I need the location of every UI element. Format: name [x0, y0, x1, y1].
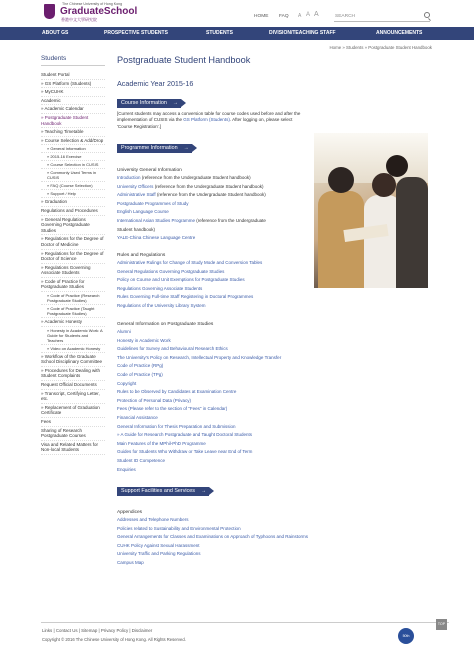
general-info-heading: University General Information: [117, 168, 182, 173]
pg-info-link[interactable]: Guidelines for Survey and Behavioural Research Ethics: [117, 346, 228, 352]
appendices-section: [117, 510, 362, 568]
footer-link-links[interactable]: Links: [42, 628, 53, 633]
pg-info-link[interactable]: » A Guide for Research Postgraduate and Taught Doctoral Students: [117, 432, 253, 438]
breadcrumb[interactable]: Home » Students » Postgraduate Student Handbook: [329, 45, 432, 50]
rules-link[interactable]: Administrative Rulings for Change of Study Mode and Conversion Tables: [117, 260, 263, 265]
main-navigation: [0, 27, 474, 40]
rules-section: [117, 253, 307, 311]
appendices-heading: Appendices: [117, 510, 143, 515]
back-to-top-button[interactable]: TOP: [436, 619, 447, 630]
copyright: Copyright © 2016 The Chinese University of Hong Kong. All Rights Reserved.: [42, 637, 186, 642]
university-name: The Chinese University of Hong Kong: [62, 2, 123, 6]
pg-info-link[interactable]: Honesty in Academic Work: [117, 337, 171, 343]
anniversary-badge[interactable]: 50th: [398, 628, 414, 644]
general-info-section: [117, 168, 307, 243]
appendix-link[interactable]: General Arrangements for Classes and Examinations on Approach of Typhoons and Rainstorms: [117, 534, 309, 540]
programme-information-label: Programme Information: [121, 145, 178, 151]
sidebar-item[interactable]: » Procedures for Dealing with Student Complaints: [41, 367, 105, 381]
general-info-link[interactable]: [117, 191, 307, 200]
general-info-link-note: (reference from the Undergraduate Student handbook): [153, 183, 264, 189]
general-info-link[interactable]: [117, 234, 307, 243]
sidebar-item[interactable]: » Academic Calendar: [41, 105, 105, 114]
general-info-link-text[interactable]: YALE-China Chinese Language Centre: [117, 235, 196, 241]
general-info-link-note: (reference from the Undergraduate Student handbook): [140, 175, 251, 180]
sidebar-item[interactable]: » Code of Practice (Taught Postgraduate Studies): [41, 305, 105, 318]
sidebar-item[interactable]: » Graduation: [41, 198, 105, 207]
sidebar-item[interactable]: » General Regulations Governing Postgraduate Studies: [41, 216, 105, 236]
pg-info-link[interactable]: Code of Practice (RPg): [117, 363, 164, 369]
pg-info-link[interactable]: Code of Practice (TPg): [117, 371, 163, 377]
general-info-link-text[interactable]: Postgraduate Programmes of Study: [117, 200, 189, 206]
font-size-medium[interactable]: A: [306, 12, 311, 18]
sidebar-item[interactable]: » MyCUHK: [41, 88, 105, 97]
pg-info-heading: General Information on Postgraduate Studies: [117, 322, 214, 327]
rules-link[interactable]: Policy on Course and Unit Exemptions for Postgraduate Studies: [117, 277, 245, 283]
sidebar-item[interactable]: » Regulations for the Degree of Doctor of Medicine: [41, 235, 105, 249]
pg-info-link[interactable]: The University's Policy on Research, Intellectual Property and Knowledge Transfer: [117, 354, 282, 360]
general-info-link-note: Student handbook): [117, 226, 156, 232]
page-title: Postgraduate Student Handbook: [117, 55, 251, 65]
search-input[interactable]: SEARCH: [335, 14, 355, 19]
sidebar-item[interactable]: » 2015-16 Exercise: [41, 153, 105, 161]
footer-link-privacy[interactable]: Privacy Policy: [100, 628, 129, 633]
sidebar-item[interactable]: » General Information: [41, 145, 105, 153]
footer-link-disclaimer[interactable]: Disclaimer: [131, 628, 153, 633]
footer-link-contact[interactable]: Contact Us: [55, 628, 78, 633]
arrow-right-icon: →: [172, 100, 178, 106]
appendix-link[interactable]: Policies related to Sustainability and Environmental Protection: [117, 525, 241, 531]
sidebar-item[interactable]: Student Portal: [41, 71, 105, 80]
nav-students[interactable]: STUDENTS: [206, 30, 233, 36]
appendix-link[interactable]: Campus Map: [117, 559, 144, 565]
course-note-text: [Current students may access a conversion table for course codes used before and after the implementation of CUSIS via the: [117, 111, 301, 123]
general-info-link[interactable]: [117, 208, 307, 217]
pg-info-link[interactable]: General Information for Thesis Preparation and Submission: [117, 423, 236, 429]
pg-info-link[interactable]: Copyright: [117, 380, 137, 386]
arrow-right-icon: →: [201, 488, 207, 494]
appendix-link[interactable]: University Traffic and Parking Regulations: [117, 551, 201, 557]
sidebar: [41, 55, 105, 455]
rules-link[interactable]: Regulations of the University Library System: [117, 302, 206, 308]
cuhk-logo-icon[interactable]: [44, 4, 55, 19]
course-information-button[interactable]: [117, 99, 181, 108]
sidebar-item[interactable]: » FAQ (Course Selection): [41, 182, 105, 190]
appendix-link[interactable]: Addresses and Telephone Numbers: [117, 517, 189, 522]
students-photo: [314, 133, 428, 288]
support-facilities-label: Support Facilities and Services: [121, 488, 196, 494]
faq-link[interactable]: FAQ: [279, 14, 289, 19]
general-info-link-text[interactable]: University Officers: [117, 183, 154, 189]
general-info-link-text[interactable]: International Asian Studies Programme: [117, 217, 196, 223]
sidebar-item[interactable]: Request Official Documents: [41, 381, 105, 390]
arrow-right-icon: →: [183, 145, 189, 151]
footer-divider: [41, 622, 449, 623]
sidebar-item[interactable]: » Video on Academic Honesty: [41, 345, 105, 353]
footer-link-sitemap[interactable]: Sitemap: [81, 628, 98, 633]
pg-info-link[interactable]: Financial Assistance: [117, 414, 158, 420]
appendix-link[interactable]: CUHK Policy Against Sexual Harassment: [117, 542, 200, 548]
home-link[interactable]: HOME: [254, 14, 269, 19]
sidebar-item[interactable]: » Academic Honesty: [41, 318, 105, 327]
pg-info-section: [117, 322, 317, 474]
nav-announcements[interactable]: ANNOUNCEMENTS: [376, 30, 423, 36]
general-info-link[interactable]: [117, 226, 307, 235]
sidebar-item[interactable]: Sharing of Research Postgraduate Courses: [41, 427, 105, 441]
sidebar-item[interactable]: » Workflow of the Graduate School Disciplinary Committee: [41, 353, 105, 367]
general-info-link[interactable]: [117, 174, 307, 183]
sidebar-item[interactable]: » Commonly Used Terms in CUSIS: [41, 169, 105, 182]
general-info-link[interactable]: [117, 200, 307, 209]
search-underline: [334, 21, 430, 22]
sidebar-item[interactable]: » Replacement of Graduation Certificate: [41, 404, 105, 418]
general-info-link-note: (reference from the Undergraduate: [195, 217, 266, 223]
sidebar-item[interactable]: » Transcript, Certifying Letter, etc.: [41, 390, 105, 404]
sidebar-item[interactable]: Fees: [41, 418, 105, 427]
rules-link[interactable]: General Regulations Governing Postgraduate Studies: [117, 268, 225, 274]
pg-info-link[interactable]: Rules to be Observed by Candidates at Examination Centre: [117, 389, 237, 395]
sidebar-item[interactable]: Regulations and Procedures: [41, 207, 105, 216]
sidebar-item[interactable]: Visa and Related Matters for Non-local Students: [41, 441, 105, 455]
general-info-link-text[interactable]: Introduction: [117, 175, 141, 180]
sidebar-item[interactable]: » Regulations for the Degree of Doctor of Science: [41, 250, 105, 264]
sidebar-item[interactable]: » Support / Help: [41, 190, 105, 198]
sidebar-item[interactable]: » Honesty in Academic Work: A Guide for Students and Teachers: [41, 327, 105, 345]
support-facilities-button[interactable]: [117, 487, 209, 496]
footer-links: Links | Contact Us | Sitemap | Privacy Policy | Disclaimer: [42, 628, 153, 633]
rules-heading: Rules and Regulations: [117, 253, 166, 258]
pg-info-link[interactable]: Enquiries: [117, 466, 136, 472]
rules-link[interactable]: Regulations Governing Associate Students: [117, 285, 203, 291]
general-info-link-text[interactable]: Administrative Staff: [117, 192, 156, 198]
pg-info-link[interactable]: Main Features of the MPhil-PhD Programme: [117, 440, 206, 446]
nav-division-teaching-staff[interactable]: DIVISION/TEACHING STAFF: [269, 30, 336, 36]
font-size-small[interactable]: A: [298, 13, 302, 19]
pg-info-link[interactable]: Student ID Competence: [117, 457, 166, 463]
sidebar-item[interactable]: » Postgraduate Student Handbook: [41, 114, 105, 128]
general-info-link-note: (reference from the Undergraduate Student handbook): [155, 192, 266, 198]
pg-info-link[interactable]: Protection of Personal Data (Privacy): [117, 397, 192, 403]
general-info-link[interactable]: [117, 217, 307, 226]
site-logo-chinese: 香港中文大學研究院: [61, 17, 97, 22]
pg-info-link[interactable]: Alumni: [117, 329, 131, 334]
rules-link[interactable]: Rules Governing Full-time Staff Registering in Doctoral Programmes: [117, 294, 254, 300]
nav-about-gs[interactable]: ABOUT GS: [42, 30, 69, 36]
programme-information-button[interactable]: [117, 144, 192, 153]
sidebar-item[interactable]: » Course Selection in CUSIS: [41, 161, 105, 169]
sidebar-title: Students: [41, 55, 105, 66]
pg-info-link[interactable]: Fees (Please refer to the section of "Fees" in Calendar): [117, 406, 228, 412]
pg-info-link[interactable]: Guides for Students Who Withdraw or Take Leave near End of Term: [117, 449, 253, 455]
course-information-label: Course Information: [121, 100, 167, 106]
main-content: [117, 55, 435, 565]
sidebar-item[interactable]: » Course Selection & Add/Drop: [41, 137, 105, 146]
general-info-link[interactable]: [117, 183, 307, 192]
gs-platform-link[interactable]: GS Platform (Students): [183, 117, 230, 123]
general-info-link-text[interactable]: English Language Course: [117, 209, 169, 215]
site-header: [0, 0, 474, 26]
sidebar-list: [41, 71, 105, 455]
academic-year: Academic Year 2015-16: [117, 79, 194, 88]
sidebar-item[interactable]: » Teaching Timetable: [41, 128, 105, 137]
font-size-large[interactable]: A: [314, 11, 319, 18]
nav-prospective-students[interactable]: PROSPECTIVE STUDENTS: [104, 30, 168, 36]
sidebar-item[interactable]: » Regulations Governing Associate Students: [41, 264, 105, 278]
sidebar-item[interactable]: » GS Platform (Students): [41, 80, 105, 89]
course-note: [117, 111, 307, 130]
course-note-tail: . After logging on, please select 'Course Registration'.]: [117, 117, 293, 129]
sidebar-item[interactable]: » Code of Practice (Research Postgraduate Studies): [41, 292, 105, 305]
sidebar-item[interactable]: Academic: [41, 97, 105, 106]
sidebar-item[interactable]: » Code of Practice for Postgraduate Studies: [41, 278, 105, 292]
site-logo-text[interactable]: GraduateSchool: [60, 6, 138, 17]
search-icon[interactable]: [424, 12, 430, 18]
